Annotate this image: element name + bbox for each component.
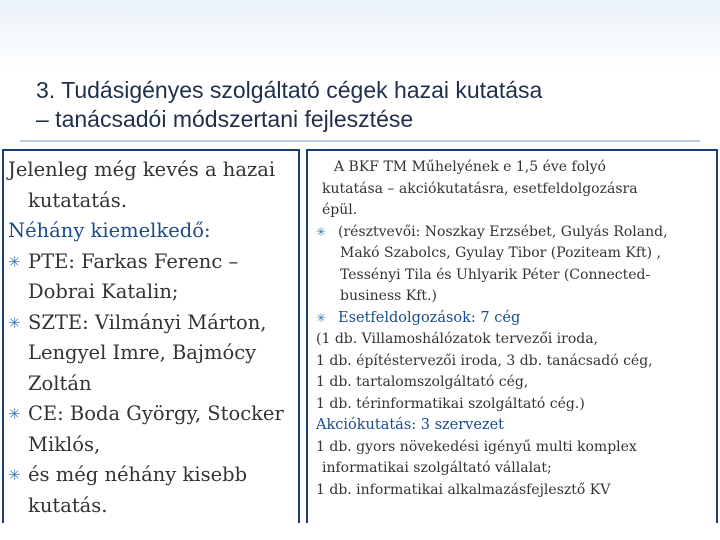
left-bullet-item bbox=[8, 460, 294, 521]
left-paragraph-intro: Jelenleg még kevés a hazai kutatatás. bbox=[8, 158, 276, 212]
bullet-icon: ✳ bbox=[8, 252, 21, 271]
right-text-line: 1 db. informatikai alkalmazásfejlesztő KV bbox=[316, 481, 611, 498]
left-bullet-item bbox=[8, 247, 294, 308]
right-text-line: Esetfeldolgozások: 7 cég bbox=[338, 309, 521, 326]
right-text-line: Akciókutatás: 3 szervezet bbox=[316, 417, 504, 433]
left-paragraph-highlight: Néhány kiemelkedő: bbox=[8, 219, 211, 242]
right-text-line: (résztvevői: Noszkay Erzsébet, Gulyás Roland, bbox=[338, 223, 668, 240]
right-text-line: Makó Szabolcs, Gyulay Tibor (Poziteam Kft) , bbox=[340, 245, 662, 261]
left-bullet-text: PTE: Farkas Ferenc – Dobrai Katalin; bbox=[28, 249, 239, 303]
left-bullet-text: SZTE: Vilmányi Márton, Lengyel Imre, Bajmócy Zoltán bbox=[28, 310, 267, 395]
right-text-line: 1 db. építéstervezői iroda, 3 db. tanácsadó cég, bbox=[316, 352, 653, 369]
right-text-line: business Kft.) bbox=[340, 288, 437, 304]
right-text-line: informatikai szolgáltató vállalat; bbox=[322, 460, 552, 476]
right-text-line: (1 db. Villamoshálózatok tervezői iroda, bbox=[316, 331, 599, 347]
title-divider bbox=[20, 140, 700, 142]
slide-title-line-1: 3. Tudásigényes szolgáltató cégek hazai kutatása bbox=[36, 77, 543, 103]
slide-title-line-2: – tanácsadói módszertani fejlesztése bbox=[36, 106, 414, 132]
right-text-line: 1 db. gyors növekedési igényű multi komplex bbox=[316, 438, 637, 455]
bullet-icon: ✳ bbox=[316, 310, 327, 325]
right-bullet-item bbox=[316, 308, 710, 330]
right-content-box bbox=[306, 149, 718, 523]
slide-title bbox=[36, 76, 706, 134]
right-text-line: Tessényi Tila és Uhlyarik Péter (Connected- bbox=[340, 266, 651, 283]
bullet-icon: ✳ bbox=[8, 313, 21, 332]
right-text-line: épül. bbox=[322, 202, 358, 218]
bullet-icon: ✳ bbox=[8, 405, 21, 423]
left-bullet-item bbox=[8, 308, 294, 400]
bullet-icon: ✳ bbox=[316, 224, 327, 239]
slide-header-band bbox=[0, 0, 720, 72]
right-text-line: A BKF TM Műhelyének e 1,5 éve folyó bbox=[334, 159, 606, 175]
right-text-line: kutatása – akciókutatásra, esetfeldolgozásra bbox=[322, 180, 638, 197]
right-bullet-item bbox=[316, 222, 710, 244]
left-bullet-text: és még néhány kisebb kutatás. bbox=[28, 463, 248, 517]
right-text-line: 1 db. tartalomszolgáltató cég, bbox=[316, 374, 529, 390]
left-bullet-text: CE: Boda György, Stocker Miklós, bbox=[28, 402, 284, 456]
bullet-icon: ✳ bbox=[8, 466, 21, 484]
right-text-line: 1 db. térinformatikai szolgáltató cég.) bbox=[316, 395, 585, 412]
left-bullet-item bbox=[8, 399, 294, 460]
left-content-box bbox=[2, 149, 300, 523]
